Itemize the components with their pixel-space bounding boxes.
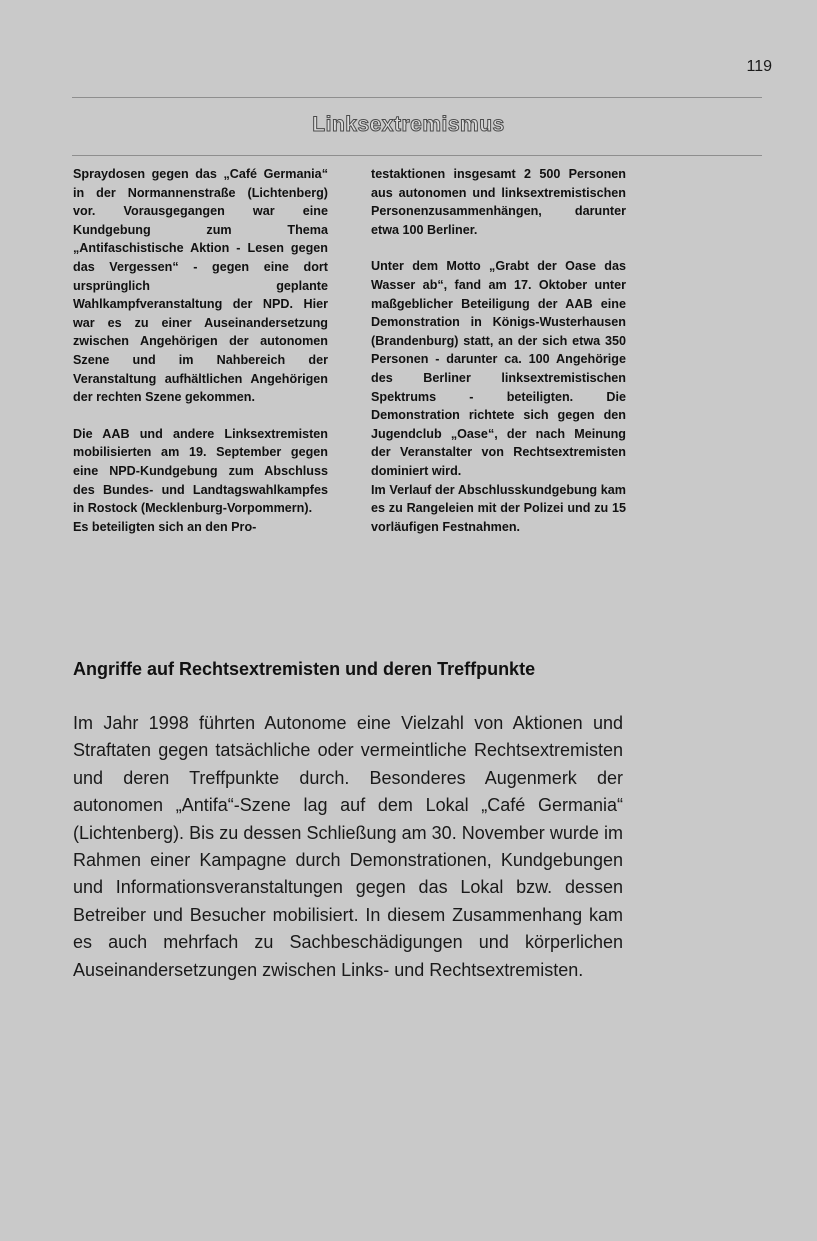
running-header: Linksextremismus	[312, 113, 505, 136]
left-column-paragraph-3: Es beteiligten sich an den Pro-	[73, 519, 257, 534]
left-column-paragraph-2: Die AAB und andere Linksextremisten mobilisierten am 19. September gegen eine NPD-Kundgebung zum Abschluss des Bundes- und Landtagswahlkampfes in Rostock (Mecklenburg-Vorpommern).	[73, 426, 328, 516]
body-paragraph: Im Jahr 1998 führten Autonome eine Vielzahl von Aktionen und Straftaten gegen tatsächliche oder vermeintliche Rechtsextremisten und deren Treffpunkte durch. Besonderes Augenmerk der autonomen „Antifa“-Szene lag auf dem Lokal „Café Germania“ (Lichtenberg). Bis zu dessen Schließung am 30. November wurde im Rahmen einer Kampagne durch Demonstrationen, Kundgebungen und Informationsveranstaltungen gegen das Lokal bzw. dessen Betreiber und Besucher mobilisiert. In diesem Zusammenhang kam es auch mehrfach zu Sachbeschädigungen und körperlichen Auseinandersetzungen zwischen Links- und Rechtsextremisten.	[73, 713, 623, 980]
left-column	[73, 165, 328, 536]
left-column-paragraph-1: Spraydosen gegen das „Café Germania“ in der Normannenstraße (Lichtenberg) vor. Vorausgegangen war eine Kundgebung zum Thema „Antifaschistische Aktion - Lesen gegen das Vergessen“ - gegen eine dort ursprünglich geplante Wahlkampfveranstaltung der NPD. Hier war es zu einer Auseinandersetzung zwischen Angehörigen der autonomen Szene und im Nahbereich der Veranstaltung aufhältlichen Angehörigen der rechten Szene gekommen.	[73, 167, 328, 405]
right-column-paragraph-3: Im Verlauf der Abschlusskundgebung kam es zu Rangeleien mit der Polizei und zu 15 vorläufigen Festnahmen.	[371, 482, 626, 534]
header-rule-top	[72, 97, 762, 98]
page-number: 119	[746, 58, 772, 75]
right-column	[371, 165, 626, 536]
section-heading: Angriffe auf Rechtsextremisten und deren Treffpunkte	[73, 659, 536, 679]
header-rule-bottom	[72, 155, 762, 156]
right-column-paragraph-1: testaktionen insgesamt 2 500 Personen aus autonomen und linksextremistischen Personenzusammenhängen, darunter etwa 100 Berliner.	[371, 167, 626, 237]
right-column-paragraph-2: Unter dem Motto „Grabt der Oase das Wasser ab“, fand am 17. Oktober unter maßgeblicher Beteiligung der AAB eine Demonstration in Königs-Wusterhausen (Brandenburg) statt, an der sich etwa 350 Personen - darunter ca. 100 Angehörige des Berliner linksextremistischen Spektrums - beteiligten. Die Demonstration richtete sich gegen den Jugendclub „Oase“, der nach Meinung der Veranstalter von Rechtsextremisten dominiert wird.	[371, 259, 626, 478]
